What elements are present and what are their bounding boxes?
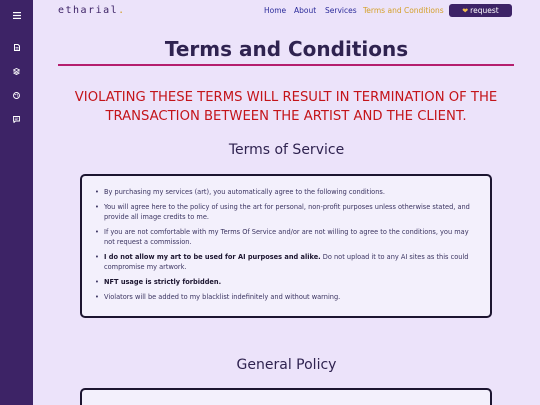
tos-panel [80, 174, 492, 318]
layers-icon[interactable] [0, 64, 33, 78]
nav-terms[interactable]: Terms and Conditions [363, 6, 444, 15]
menu-icon[interactable] [0, 8, 33, 22]
chat-icon[interactable] [0, 112, 33, 126]
tos-item: • Violators will be added to my blacklist indefinitely and without warning. [92, 292, 478, 302]
policy-heading: General Policy [236, 357, 337, 373]
top-navigation [33, 0, 540, 24]
nav-home[interactable]: Home [264, 6, 287, 15]
title-divider [58, 64, 514, 66]
tos-item: • By purchasing my services (art), you automatically agree to the following conditions. [92, 187, 478, 197]
heart-icon: ❤ [462, 6, 469, 15]
palette-icon[interactable] [0, 88, 33, 102]
warning-notice: VIOLATING THESE TERMS WILL RESULT IN TERMINATION OF THE TRANSACTION BETWEEN THE ARTIST AND THE CLIENT. [74, 90, 498, 124]
tos-item: • You will agree here to the policy of using the art for personal, non-profit purposes unless otherwise stated, and provide all image credits to me. [92, 202, 478, 222]
sidebar [0, 0, 33, 405]
document-icon[interactable] [0, 40, 33, 54]
nav-about[interactable]: About [294, 6, 317, 15]
tos-item: • If you are not comfortable with my Terms Of Service and/or are not willing to agree to the conditions, you may not request a commission. [92, 227, 478, 247]
tos-item: • I do not allow my art to be used for AI purposes and alike. Do not upload it to any AI sites as this could compromise my artwork. [92, 252, 478, 272]
page-title: Terms and Conditions [164, 37, 409, 61]
tos-item: • NFT usage is strictly forbidden. [92, 277, 478, 287]
policy-panel [80, 388, 492, 405]
nav-services[interactable]: Services [325, 6, 357, 15]
request-label: request [470, 6, 499, 15]
site-logo[interactable]: etharial. [58, 5, 126, 16]
tos-heading: Terms of Service [228, 142, 345, 158]
request-button[interactable] [449, 4, 512, 17]
